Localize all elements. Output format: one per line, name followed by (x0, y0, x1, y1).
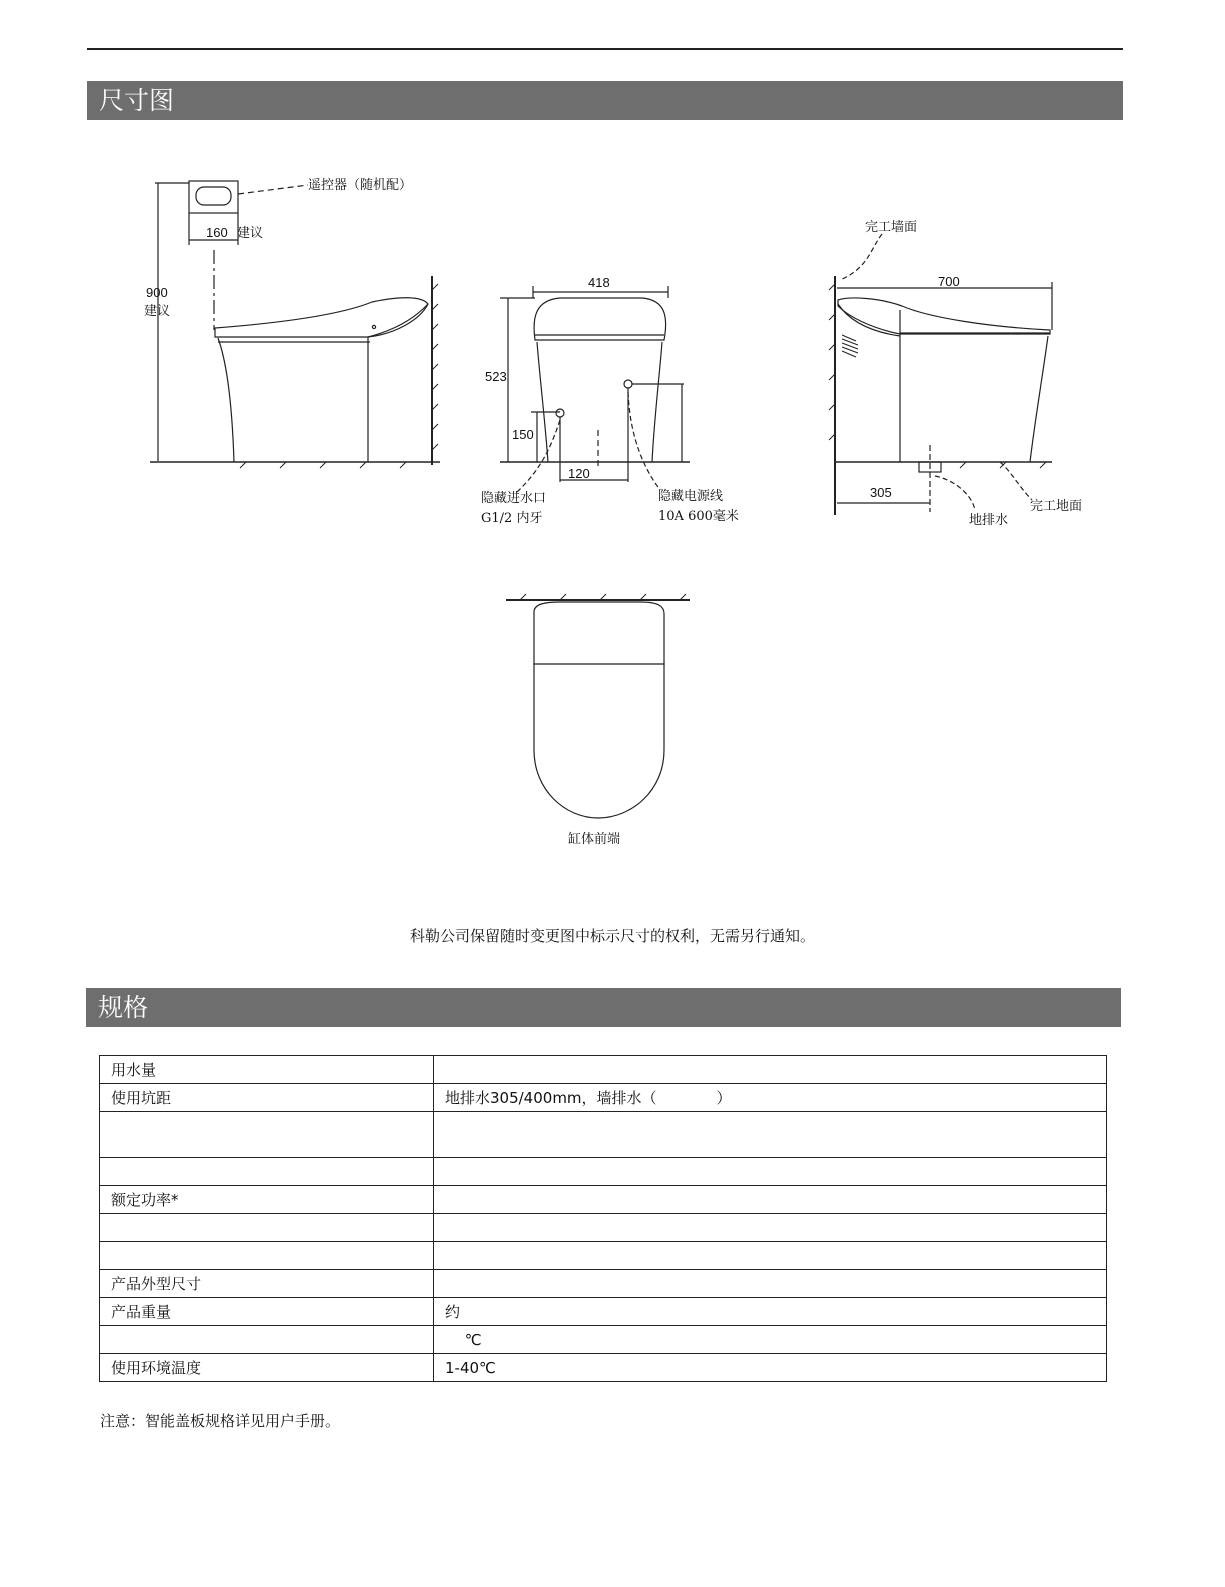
label-bowl-front: 缸体前端 (568, 832, 621, 847)
spec-key: 产品外型尺寸 (100, 1270, 434, 1298)
spec-key: 额定功率* (100, 1186, 434, 1214)
spec-key (100, 1242, 434, 1270)
table-row (100, 1270, 1107, 1298)
spec-key (100, 1326, 434, 1354)
table-row (100, 1354, 1107, 1382)
table-row (100, 1158, 1107, 1186)
label-finished-wall: 完工墙面 (865, 220, 918, 235)
dim-305: 305 (870, 485, 892, 500)
spec-key: 产品重量 (100, 1298, 434, 1326)
dim-160: 160 (206, 225, 228, 240)
spec-value (434, 1214, 1107, 1242)
dim-418: 418 (588, 275, 610, 290)
table-row (100, 1242, 1107, 1270)
spec-value: 1-40℃ (434, 1354, 1107, 1382)
table-row (100, 1326, 1107, 1354)
label-water-inlet: 隐藏进水口 (481, 491, 547, 506)
section-title-specs: 规格 (86, 988, 1121, 1027)
spec-value (434, 1158, 1107, 1186)
hatching (240, 284, 1046, 600)
label-suggest-900: 建议 (144, 304, 171, 319)
label-finished-floor: 完工地面 (1030, 499, 1083, 514)
table-row (100, 1056, 1107, 1084)
spec-key (100, 1158, 434, 1186)
table-row (100, 1084, 1107, 1112)
spec-key: 用水量 (100, 1056, 434, 1084)
spec-value (434, 1242, 1107, 1270)
table-row (100, 1186, 1107, 1214)
dim-150: 150 (512, 427, 534, 442)
spec-value (434, 1056, 1107, 1084)
table-row (100, 1298, 1107, 1326)
disclaimer-note: 科勒公司保留随时变更图中标示尺寸的权利，无需另行通知。 (409, 927, 815, 945)
footnote: 注意：智能盖板规格详见用户手册。 (100, 1412, 341, 1430)
table-row (100, 1112, 1107, 1158)
section-title-dimensions: 尺寸图 (87, 81, 1123, 120)
spec-value: 约 (434, 1298, 1107, 1326)
label-power: 隐藏电源线 (658, 489, 724, 504)
spec-key: 使用坑距 (100, 1084, 434, 1112)
label-floor-drain: 地排水 (969, 513, 1009, 528)
label-water-inlet-spec: G1/2 内牙 (481, 511, 543, 526)
dim-700: 700 (938, 274, 960, 289)
spec-table (99, 1055, 1107, 1382)
spec-value: ℃ (434, 1326, 1107, 1354)
label-power-spec: 10A 600毫米 (658, 509, 739, 524)
spec-value (434, 1270, 1107, 1298)
spec-value (434, 1186, 1107, 1214)
label-remote: 遥控器（随机配） (308, 178, 413, 193)
table-row (100, 1214, 1107, 1242)
dim-523: 523 (485, 369, 507, 384)
spec-key: 使用环境温度 (100, 1354, 434, 1382)
dim-120: 120 (568, 466, 590, 481)
spec-value (434, 1112, 1107, 1158)
spec-value: 地排水305/400mm，墙排水（ ） (434, 1084, 1107, 1112)
label-suggest-160: 建议 (237, 226, 264, 241)
spec-key (100, 1112, 434, 1158)
dim-900: 900 (146, 285, 168, 300)
spec-key (100, 1214, 434, 1242)
